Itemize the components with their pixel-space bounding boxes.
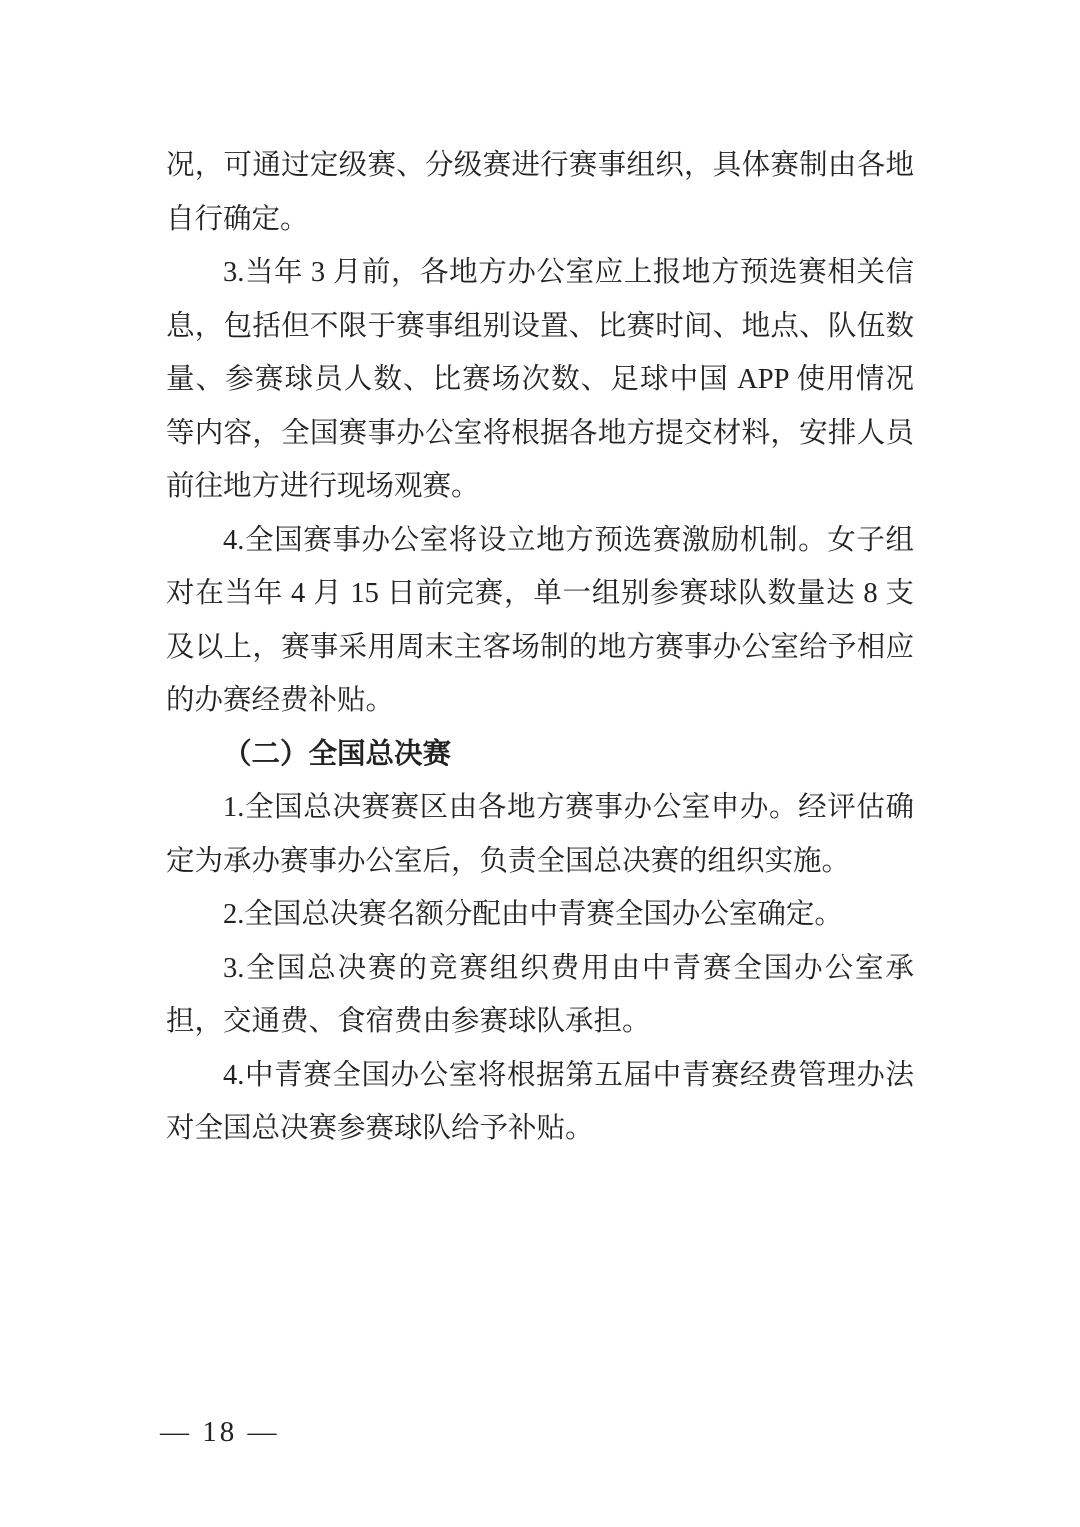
page-number: — 18 — (160, 1416, 280, 1448)
paragraph-finals-item-1: 1.全国总决赛赛区由各地方赛事办公室申办。经评估确定为承办赛事办公室后，负责全国总决赛的组织实施。 (166, 792, 914, 877)
paragraph-continuation: 况，可通过定级赛、分级赛进行赛事组织，具体赛制由各地自行确定。 (166, 150, 914, 235)
paragraph-finals-item-3: 3.全国总决赛的竞赛组织费用由中青赛全国办公室承担，交通费、食宿费由参赛球队承担。 (166, 952, 914, 1037)
paragraph-local-item-3: 3.当年 3 月前，各地方办公室应上报地方预选赛相关信息，包括但不限于赛事组别设置、比赛时间、地点、队伍数量、参赛球员人数、比赛场次数、足球中国 APP 使用情况等内容，全国赛事办公室将根据各地方提交材料，安排人员前往地方进行现场观赛。 (166, 257, 914, 502)
paragraph-finals-item-4: 4.中青赛全国办公室将根据第五届中青赛经费管理办法对全国总决赛参赛球队给予补贴。 (166, 1059, 914, 1144)
document-body (166, 139, 914, 1156)
section-heading-national-finals: （二）全国总决赛 (223, 738, 452, 770)
paragraph-finals-item-2: 2.全国总决赛名额分配由中青赛全国办公室确定。 (223, 899, 843, 930)
paragraph-local-item-4: 4.全国赛事办公室将设立地方预选赛激励机制。女子组对在当年 4 月 15 日前完赛，单一组别参赛球队数量达 8 支及以上，赛事采用周末主客场制的地方赛事办公室给予相应的办赛经费补贴。 (166, 524, 914, 716)
